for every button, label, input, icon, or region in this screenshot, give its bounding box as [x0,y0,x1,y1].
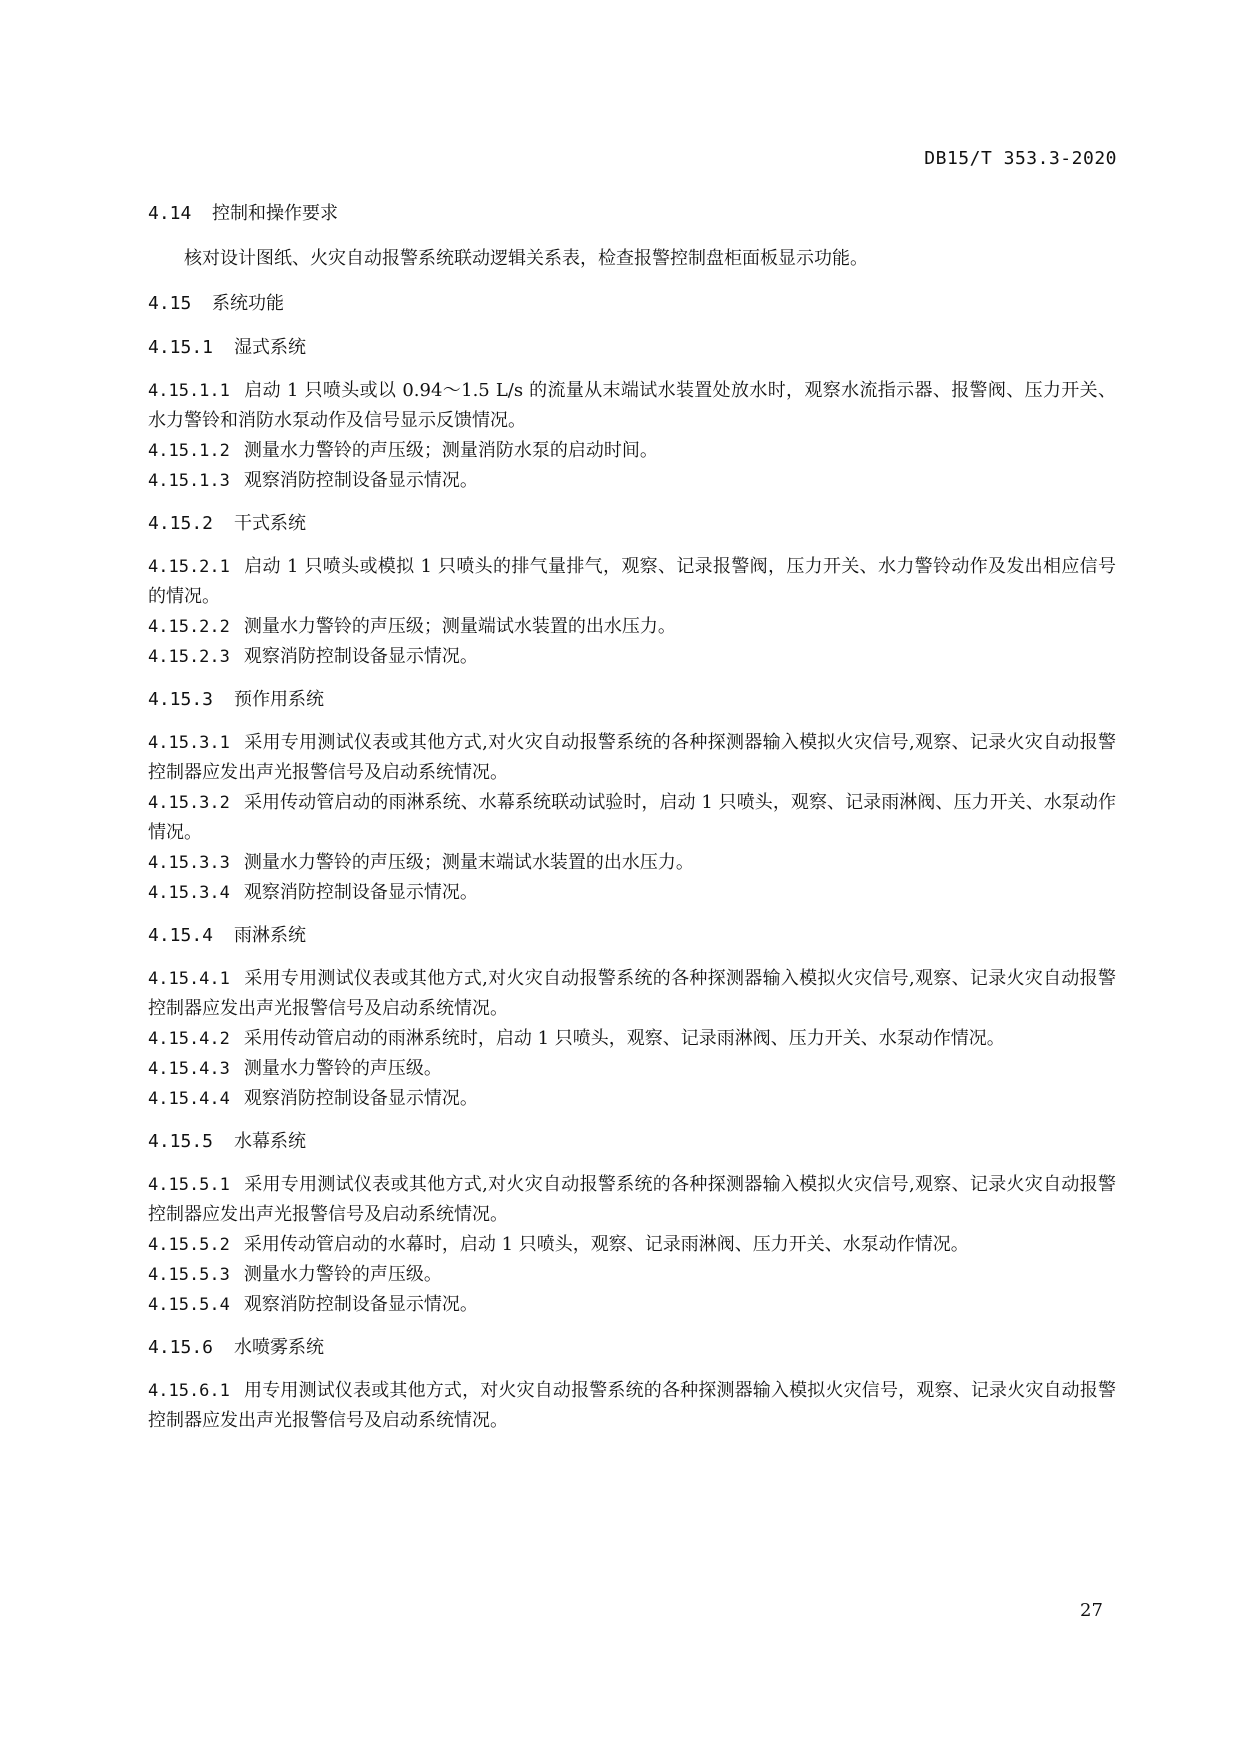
clause-list [148,552,1116,672]
clause-item [148,1376,1116,1436]
section-title: 控制和操作要求 [212,203,338,224]
clause-list [148,964,1116,1114]
clause-item [148,1170,1116,1230]
clause-item [148,612,1116,642]
clause-list [148,1376,1116,1436]
clause-list [148,728,1116,908]
clause-item [148,436,1116,466]
subsection-number: 4.15.3 [148,689,214,710]
clause-number: 4.15.4.1 [148,969,230,989]
clause-item [148,1054,1116,1084]
clause-number: 4.15.5.1 [148,1175,230,1195]
clause-number: 4.15.6.1 [148,1381,230,1401]
clause-item [148,1230,1116,1260]
clause-list [148,1170,1116,1320]
clause-number: 4.15.1.2 [148,441,230,461]
clause-number: 4.15.3.3 [148,853,230,873]
subsection-number: 4.15.2 [148,513,214,534]
subsection-title: 雨淋系统 [234,925,306,946]
clause-item [148,466,1116,496]
subsection-number: 4.15.4 [148,925,214,946]
clause-number: 4.15.1.3 [148,471,230,491]
subsection-heading-4-15-3 [148,686,1116,714]
clause-item [148,964,1116,1024]
clause-item [148,1084,1116,1114]
clause-text: 用专用测试仪表或其他方式，对火灾自动报警系统的各种探测器输入模拟火灾信号，观察、记录火灾自动报警控制器应发出声光报警信号及启动系统情况。 [148,1380,1116,1431]
clause-text: 测量水力警铃的声压级；测量消防水泵的启动时间。 [243,440,658,461]
clause-text: 观察消防控制设备显示情况。 [243,646,478,667]
document-code: DB15/T 353.3-2020 [924,148,1117,169]
clause-item [148,552,1116,612]
clause-item [148,848,1116,878]
clause-text: 采用专用测试仪表或其他方式,对火灾自动报警系统的各种探测器输入模拟火灾信号,观察、记录火灾自动报警控制器应发出声光报警信号及启动系统情况。 [148,1174,1116,1225]
subsection-title: 水喷雾系统 [234,1337,324,1358]
clause-text: 启动 1 只喷头或模拟 1 只喷头的排气量排气，观察、记录报警阀，压力开关、水力警铃动作及发出相应信号的情况。 [148,556,1116,607]
clause-text: 测量水力警铃的声压级；测量末端试水装置的出水压力。 [243,852,694,873]
clause-item [148,878,1116,908]
clause-text: 采用传动管启动的水幕时，启动 1 只喷头，观察、记录雨淋阀、压力开关、水泵动作情况。 [243,1234,969,1255]
section-heading-4-15 [148,290,1116,318]
clause-item [148,376,1116,436]
clause-text: 测量水力警铃的声压级。 [243,1058,442,1079]
page-content [148,200,1116,1450]
clause-item [148,788,1116,848]
clause-item [148,1024,1116,1054]
page-number: 27 [1080,1600,1103,1621]
clause-number: 4.15.4.3 [148,1059,230,1079]
clause-number: 4.15.4.2 [148,1029,230,1049]
subsection-heading-4-15-5 [148,1128,1116,1156]
clause-text: 采用传动管启动的雨淋系统、水幕系统联动试验时，启动 1 只喷头，观察、记录雨淋阀、压力开关、水泵动作情况。 [148,792,1116,843]
section-heading-4-14 [148,200,1116,228]
clause-item [148,1290,1116,1320]
subsection-heading-4-15-2 [148,510,1116,538]
clause-text: 观察消防控制设备显示情况。 [243,882,478,903]
clause-number: 4.15.4.4 [148,1089,230,1109]
subsection-title: 湿式系统 [234,337,306,358]
clause-text: 启动 1 只喷头或以 0.94～1.5 L/s 的流量从末端试水装置处放水时，观察水流指示器、报警阀、压力开关、水力警铃和消防水泵动作及信号显示反馈情况。 [148,380,1116,431]
clause-number: 4.15.5.3 [148,1265,230,1285]
clause-text: 采用传动管启动的雨淋系统时，启动 1 只喷头，观察、记录雨淋阀、压力开关、水泵动作情况。 [243,1028,1005,1049]
section-title: 系统功能 [212,293,284,314]
subsection-title: 预作用系统 [234,689,324,710]
subsection-number: 4.15.5 [148,1131,214,1152]
clause-number: 4.15.3.2 [148,793,230,813]
subsection-number: 4.15.1 [148,337,214,358]
clause-number: 4.15.3.4 [148,883,230,903]
clause-number: 4.15.1.1 [148,381,230,401]
section-paragraph: 核对设计图纸、火灾自动报警系统联动逻辑关系表，检查报警控制盘柜面板显示功能。 [184,248,868,269]
clause-text: 观察消防控制设备显示情况。 [243,1294,478,1315]
subsection-heading-4-15-1 [148,334,1116,362]
clause-item [148,1260,1116,1290]
clause-item [148,728,1116,788]
clause-number: 4.15.5.2 [148,1235,230,1255]
subsection-title: 水幕系统 [234,1131,306,1152]
subsection-title: 干式系统 [234,513,306,534]
subsection-heading-4-15-6 [148,1334,1116,1362]
subsection-number: 4.15.6 [148,1337,214,1358]
clause-text: 采用专用测试仪表或其他方式,对火灾自动报警系统的各种探测器输入模拟火灾信号,观察、记录火灾自动报警控制器应发出声光报警信号及启动系统情况。 [148,732,1116,783]
clause-text: 采用专用测试仪表或其他方式,对火灾自动报警系统的各种探测器输入模拟火灾信号,观察、记录火灾自动报警控制器应发出声光报警信号及启动系统情况。 [148,968,1116,1019]
clause-number: 4.15.5.4 [148,1295,230,1315]
section-number: 4.15 [148,293,192,314]
clause-item [148,642,1116,672]
clause-text: 观察消防控制设备显示情况。 [243,470,478,491]
clause-number: 4.15.2.3 [148,647,230,667]
clause-list [148,376,1116,496]
clause-text: 测量水力警铃的声压级；测量端试水装置的出水压力。 [243,616,676,637]
subsection-heading-4-15-4 [148,922,1116,950]
clause-number: 4.15.2.2 [148,617,230,637]
clause-number: 4.15.2.1 [148,557,230,577]
section-number: 4.14 [148,203,192,224]
clause-number: 4.15.3.1 [148,733,230,753]
clause-text: 观察消防控制设备显示情况。 [243,1088,478,1109]
clause-text: 测量水力警铃的声压级。 [243,1264,442,1285]
